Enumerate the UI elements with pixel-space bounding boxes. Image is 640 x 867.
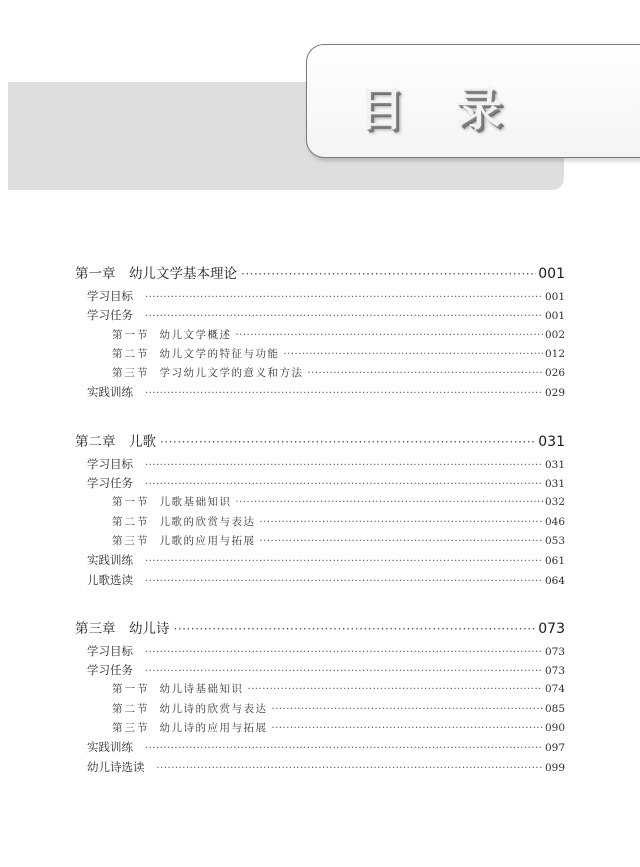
- dot-leader: [174, 622, 537, 636]
- section-title: 儿歌的应用与拓展: [159, 534, 256, 547]
- item-title: 学习目标: [87, 456, 133, 471]
- toc-section-line[interactable]: [75, 327, 565, 346]
- toc-item-line[interactable]: [75, 552, 565, 571]
- item-title: 学习目标: [87, 643, 133, 658]
- section-number: 第二节: [112, 347, 150, 360]
- section-number: 第二节: [112, 515, 150, 528]
- item-title: 实践训练: [87, 385, 133, 400]
- section-title: 幼儿诗基础知识: [159, 683, 244, 696]
- page-number: 026: [544, 367, 565, 380]
- toc-chapter-line[interactable]: [75, 430, 565, 456]
- toc-item-line[interactable]: [75, 739, 565, 758]
- chapter-title: 第二章 儿歌: [75, 433, 156, 450]
- toc-section-line[interactable]: [75, 701, 565, 720]
- toc-section-line[interactable]: [75, 494, 565, 513]
- dot-leader: [284, 349, 543, 360]
- page-number: 029: [544, 387, 565, 400]
- section-number: 第三节: [112, 722, 150, 735]
- dot-leader: [272, 723, 543, 734]
- toc-item-line[interactable]: [75, 662, 565, 681]
- section-number: 第一节: [112, 496, 150, 509]
- page-number: 064: [544, 574, 565, 587]
- dot-leader: [145, 388, 543, 399]
- chapter-title: 第一章 幼儿文学基本理论: [75, 266, 237, 282]
- toc-chapter: [75, 430, 565, 591]
- dot-leader: [248, 684, 543, 695]
- toc-section-line[interactable]: [75, 533, 565, 552]
- section-title: 幼儿文学概述: [159, 328, 232, 341]
- toc-section-line[interactable]: [75, 720, 565, 739]
- toc-item-line[interactable]: [75, 759, 565, 778]
- page-number: 012: [544, 347, 565, 360]
- dot-leader: [145, 460, 543, 471]
- page-number: 085: [544, 702, 565, 715]
- section-number: 第一节: [112, 328, 150, 341]
- dot-leader: [145, 743, 543, 754]
- dot-leader: [260, 517, 543, 528]
- dot-leader: [260, 536, 543, 547]
- page-number: 031: [544, 458, 565, 471]
- item-title: 幼儿诗选读: [87, 759, 145, 774]
- dot-leader: [160, 435, 536, 449]
- section-title: 幼儿诗的欣赏与表达: [159, 702, 268, 715]
- dot-leader: [241, 267, 536, 281]
- dot-leader: [145, 666, 543, 677]
- dot-leader: [145, 576, 543, 587]
- dot-leader: [145, 556, 543, 567]
- toc-chapter-line[interactable]: [75, 262, 565, 288]
- toc-item-line[interactable]: [75, 307, 565, 326]
- toc-item-line[interactable]: [75, 572, 565, 591]
- toc-item-line[interactable]: [75, 475, 565, 494]
- page-number: 090: [544, 722, 565, 735]
- section-title: 幼儿诗的应用与拓展: [159, 722, 268, 735]
- section-number: 第三节: [112, 367, 150, 380]
- page-number: 031: [544, 478, 565, 491]
- dot-leader: [308, 368, 543, 379]
- page-number: 073: [544, 665, 565, 678]
- chapter-page-number: 001: [538, 266, 565, 282]
- chapter-page-number: 031: [538, 433, 565, 450]
- page-number: 073: [544, 645, 565, 658]
- page-number: 002: [544, 328, 565, 341]
- dot-leader: [145, 311, 543, 322]
- section-title: 儿歌的欣赏与表达: [159, 515, 256, 528]
- item-title: 实践训练: [87, 553, 133, 568]
- page-number: 032: [544, 496, 565, 509]
- item-title: 学习任务: [87, 308, 133, 323]
- page-number: 099: [544, 761, 565, 774]
- section-number: 第二节: [112, 702, 150, 715]
- dot-leader: [145, 647, 543, 658]
- toc-item-line[interactable]: [75, 384, 565, 403]
- chapter-title: 第三章 幼儿诗: [75, 620, 170, 637]
- section-number: 第三节: [112, 534, 150, 547]
- toc-item-line[interactable]: [75, 288, 565, 307]
- section-number: 第一节: [112, 683, 150, 696]
- item-title: 学习任务: [87, 663, 133, 678]
- dot-leader: [236, 330, 543, 341]
- section-title: 学习幼儿文学的意义和方法: [159, 367, 304, 380]
- toc-item-line[interactable]: [75, 456, 565, 475]
- toc-section-line[interactable]: [75, 681, 565, 700]
- dot-leader: [145, 479, 543, 490]
- item-title: 实践训练: [87, 740, 133, 755]
- page-number: 074: [544, 683, 565, 696]
- page-number: 053: [544, 534, 565, 547]
- item-title: 儿歌选读: [87, 572, 133, 587]
- item-title: 学习目标: [87, 289, 133, 303]
- dot-leader: [272, 704, 543, 715]
- toc-chapter: [75, 262, 565, 404]
- page-number: 001: [544, 291, 565, 303]
- toc-section-line[interactable]: [75, 365, 565, 384]
- page-number: 061: [544, 555, 565, 568]
- toc-chapter: [75, 617, 565, 778]
- section-title: 儿歌基础知识: [159, 496, 232, 509]
- chapter-page-number: 073: [538, 620, 565, 637]
- table-of-contents: [75, 262, 565, 804]
- page-number: 001: [544, 310, 565, 323]
- dot-leader: [236, 497, 543, 508]
- page-number: 046: [544, 515, 565, 528]
- page-title: 目录: [358, 82, 554, 136]
- dot-leader: [145, 292, 543, 303]
- toc-chapter-line[interactable]: [75, 617, 565, 643]
- section-title: 幼儿文学的特征与功能: [159, 347, 280, 360]
- toc-section-line[interactable]: [75, 514, 565, 533]
- item-title: 学习任务: [87, 476, 133, 491]
- dot-leader: [157, 763, 543, 774]
- toc-item-line[interactable]: [75, 643, 565, 662]
- page-number: 097: [544, 742, 565, 755]
- toc-section-line[interactable]: [75, 346, 565, 365]
